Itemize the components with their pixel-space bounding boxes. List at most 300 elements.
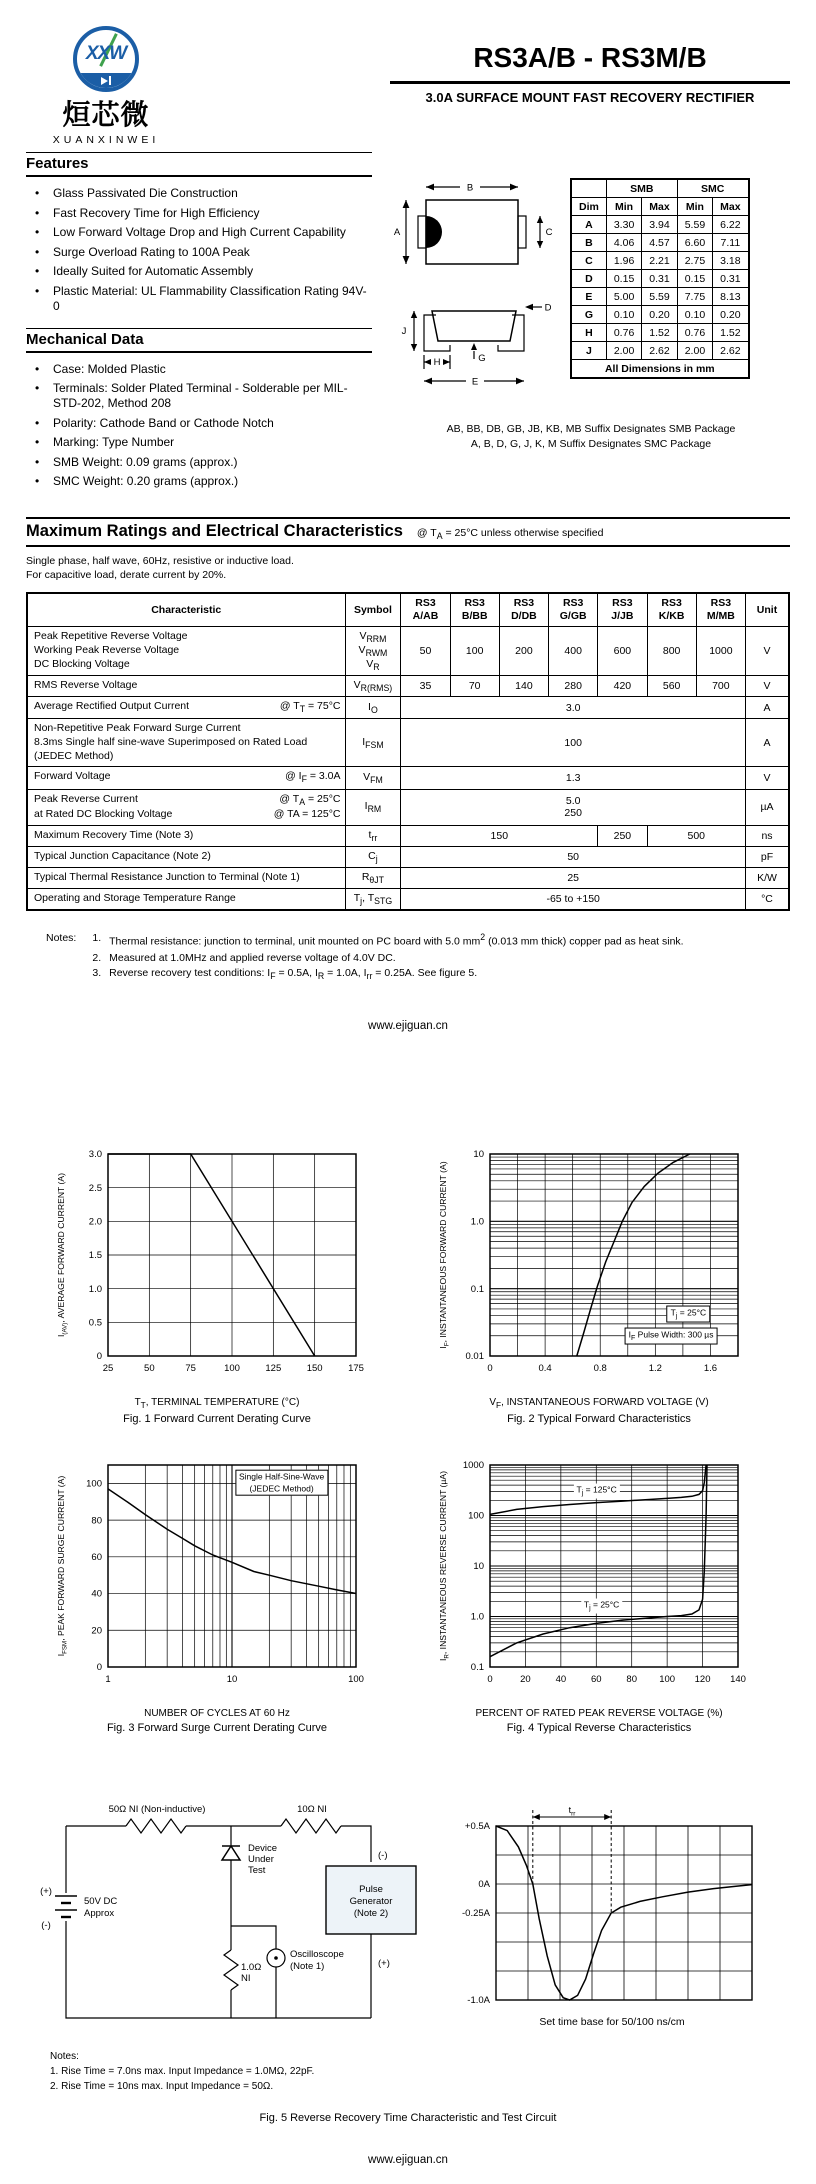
fig3-forward-surge-current-derating-chart <box>52 1455 382 1734</box>
pulse-generator-label-line2: Generator <box>349 1895 393 1907</box>
svg-text:IF, INSTANTANEOUS FORWARD CURR: $I_F$, INSTANTANEOUS FORWARD CURRENT (A) <box>438 1161 451 1349</box>
pulse-generator-label-line1: Pulse <box>359 1883 383 1895</box>
logo-diode-icon <box>77 73 135 88</box>
rating-characteristic: Peak Repetitive Reverse Voltage Working Peak Reverse Voltage DC Blocking Voltage <box>27 626 345 675</box>
svg-text:2.5: 2.5 <box>88 1182 102 1194</box>
dim-value: 0.10 <box>677 306 712 324</box>
dim-value: 4.06 <box>606 234 641 252</box>
ratings-col-characteristic: Characteristic <box>27 593 345 626</box>
svg-text:75: 75 <box>185 1362 196 1374</box>
fig2-typical-forward-characteristics-chart <box>434 1144 764 1425</box>
dim-value: 0.31 <box>642 270 677 288</box>
dim-value: 8.13 <box>713 288 749 306</box>
mechanical-item: • SMB Weight: 0.09 grams (approx.) <box>26 455 372 470</box>
fig4-xlabel: PERCENT OF RATED PEAK REVERSE VOLTAGE (%) <box>475 1707 723 1719</box>
dim-group-header: SMC <box>677 179 748 198</box>
fig3-xlabel: NUMBER OF CYCLES AT 60 Hz <box>144 1707 290 1719</box>
header <box>26 26 790 146</box>
left-column <box>26 152 372 503</box>
package-top-view-drawing <box>392 178 556 290</box>
svg-text:3.0: 3.0 <box>88 1148 102 1160</box>
svg-text:1.2: 1.2 <box>648 1362 662 1374</box>
table-row <box>571 234 749 252</box>
dim-value: 3.94 <box>642 216 677 234</box>
svg-text:80: 80 <box>91 1514 102 1526</box>
table-row <box>571 270 749 288</box>
rating-symbol: $I_{FSM}$ <box>345 719 401 767</box>
rating-characteristic: Non-Repetitive Peak Forward Surge Current 8.3ms Single half sine-wave Superimposed on Rated Load (JEDEC Method) <box>27 719 345 767</box>
notes-label: Notes: <box>46 932 77 945</box>
dim-value: 3.30 <box>606 216 641 234</box>
svg-text:0.1: 0.1 <box>470 1283 484 1295</box>
fig2-annotation: $T_j = 25^\circ C$ <box>667 1306 710 1323</box>
battery-voltage-label: 50V DC <box>84 1895 118 1907</box>
dim-label-J: J <box>401 326 407 337</box>
fig2-plot-area <box>434 1144 764 1394</box>
dim-row-letter: D <box>571 270 606 288</box>
ratings-col-part: RS3 A/AB <box>401 593 450 626</box>
svg-text:0: 0 <box>487 1362 493 1374</box>
mechanical-list <box>26 362 372 490</box>
dim-value: 4.57 <box>642 234 677 252</box>
svg-text:0.8: 0.8 <box>593 1362 607 1374</box>
waveform-plot-area <box>434 1800 790 2014</box>
svg-text:25: 25 <box>102 1362 114 1374</box>
fig4-typical-reverse-characteristics-chart <box>434 1455 764 1734</box>
ratings-col-part: RS3 M/MB <box>696 593 745 626</box>
logo-circle-icon <box>73 26 139 92</box>
notes-list <box>92 931 683 983</box>
mechanical-item: • Marking: Type Number <box>26 435 372 450</box>
rating-value: 1.3 <box>401 767 746 789</box>
dim-label-B: B <box>466 182 474 194</box>
battery-plus-label: (+) <box>40 1885 52 1897</box>
fig5-note-1: 1. Rise Time = 7.0ns max. Input Impedance = 1.0MΩ, 22pF. <box>50 2065 315 2077</box>
top-columns <box>26 152 790 503</box>
svg-text:60: 60 <box>590 1673 602 1685</box>
svg-text:1.5: 1.5 <box>88 1249 102 1261</box>
fig1-caption: Fig. 1 Forward Current Derating Curve <box>123 1412 311 1425</box>
rating-symbol: $I_{RM}$ <box>345 789 401 825</box>
ratings-header-row <box>27 593 789 626</box>
dim-row-letter: J <box>571 342 606 360</box>
rating-unit: V <box>745 675 789 696</box>
svg-text:1.0: 1.0 <box>470 1216 484 1228</box>
mechanical-heading: Mechanical Data <box>26 328 372 353</box>
title-rule <box>390 81 790 84</box>
table-row <box>27 789 789 825</box>
table-row <box>27 825 789 846</box>
rating-symbol: $V_{RRM}$ $V_{RWM}$ $V_R$ <box>345 626 401 675</box>
rating-unit: µA <box>745 789 789 825</box>
svg-text:1.0: 1.0 <box>88 1283 102 1295</box>
fig1-forward-current-derating-chart <box>52 1144 382 1425</box>
waveform-svg <box>434 1800 766 2014</box>
suffix-note-smc: A, B, D, G, J, K, M Suffix Designates SMC Package <box>470 437 712 450</box>
table-row <box>571 216 749 234</box>
dim-value: 2.62 <box>713 342 749 360</box>
fig2-annotation: $I_F$ Pulse Width: 300 µs <box>625 1328 718 1345</box>
suffix-notes <box>392 422 790 451</box>
svg-text:IR, INSTANTANEOUS REVERSE CURR: $I_R$, INSTANTANEOUS REVERSE CURRENT (µA) <box>438 1470 451 1661</box>
fig2-xlabel: $V_F$, INSTANTANEOUS FORWARD VOLTAGE (V) <box>489 1396 709 1410</box>
suffix-note-smb: AB, BB, DB, GB, JB, KB, MB Suffix Designates SMB Package <box>446 423 736 435</box>
note-item: 3. Reverse recovery test conditions: $I_F = 0.5A$, $I_R = 1.0A$, $I_{rr} = 0.25A$. See figure 5. <box>92 967 478 982</box>
rating-value: 100 <box>450 626 499 675</box>
svg-text:10: 10 <box>226 1673 238 1685</box>
rating-value: 560 <box>647 675 696 696</box>
table-row <box>27 719 789 767</box>
dim-col-header: Max <box>642 198 677 216</box>
rating-value: 250 <box>598 825 647 846</box>
title-block <box>390 42 790 105</box>
svg-text:10: 10 <box>473 1148 484 1160</box>
battery-minus-label: (-) <box>41 1919 51 1931</box>
dim-value: 0.76 <box>677 324 712 342</box>
rating-symbol: $R_{\theta JT}$ <box>345 868 401 889</box>
dim-row-letter: B <box>571 234 606 252</box>
fig2-series-0 <box>577 1154 690 1356</box>
dim-value: 2.00 <box>677 342 712 360</box>
dim-value: 2.62 <box>642 342 677 360</box>
ratings-col-part: RS3 B/BB <box>450 593 499 626</box>
dim-label-C: C <box>545 227 553 238</box>
svg-text:20: 20 <box>520 1673 531 1685</box>
svg-text:60: 60 <box>91 1551 102 1563</box>
svg-text:100: 100 <box>224 1362 240 1374</box>
svg-text:1.6: 1.6 <box>703 1362 718 1374</box>
dim-value: 1.52 <box>642 324 677 342</box>
table-row <box>27 889 789 911</box>
dim-label-A: A <box>393 227 401 238</box>
dim-group-header: SMB <box>606 179 677 198</box>
svg-text:100: 100 <box>348 1673 364 1685</box>
dim-value: 5.59 <box>677 216 712 234</box>
logo-chinese-name: 烜芯微 <box>62 99 150 130</box>
ratings-col-unit: Unit <box>745 593 789 626</box>
subtitle: 3.0A SURFACE MOUNT FAST RECOVERY RECTIFIER <box>425 90 755 105</box>
fig5-waveform-panel <box>434 1800 790 2028</box>
r3-label-line1: 1.0Ω <box>241 1961 262 1973</box>
svg-text:10: 10 <box>473 1560 484 1572</box>
ratings-subtext-line1: Single phase, half wave, 60Hz, resistive or inductive load. <box>26 555 294 568</box>
svg-text:0.4: 0.4 <box>538 1362 552 1374</box>
rating-value: 100 <box>401 719 746 767</box>
r3-label-line2: NI <box>241 1972 251 1984</box>
logo-xxw-text: XXW <box>85 43 127 64</box>
svg-text:1.0: 1.0 <box>470 1611 484 1623</box>
rating-symbol: $t_{rr}$ <box>345 825 401 846</box>
rating-symbol: $C_j$ <box>345 847 401 868</box>
cathode-band <box>426 216 442 248</box>
feature-item: • Plastic Material: UL Flammability Classification Rating 94V-0 <box>26 284 372 314</box>
ratings-col-part: RS3 D/DB <box>499 593 548 626</box>
rating-value: 1000 <box>696 626 745 675</box>
svg-text:0: 0 <box>96 1661 102 1673</box>
dim-value: 0.10 <box>606 306 641 324</box>
website-link-mid[interactable]: www.ejiguan.cn <box>368 1019 448 1032</box>
features-heading: Features <box>26 152 372 177</box>
rating-value: 5.0 250 <box>401 789 746 825</box>
fig3-annotation: Single Half-Sine-Wave (JEDEC Method) <box>235 1469 328 1496</box>
feature-item: • Fast Recovery Time for High Efficiency <box>26 206 372 221</box>
waveform-ytick: 0A <box>478 1878 490 1890</box>
fig1-plot-area <box>52 1144 382 1394</box>
rating-symbol: $I_O$ <box>345 697 401 719</box>
dim-col-header: Dim <box>571 198 606 216</box>
fig5-block <box>26 1800 790 2124</box>
svg-text:40: 40 <box>555 1673 567 1685</box>
rating-value: 200 <box>499 626 548 675</box>
rating-value: 3.0 <box>401 697 746 719</box>
rating-value: 400 <box>549 626 598 675</box>
charts-section <box>26 1144 790 2124</box>
package-side-view-drawing <box>392 295 556 403</box>
dim-value: 7.75 <box>677 288 712 306</box>
svg-text:80: 80 <box>626 1673 638 1685</box>
package-row <box>392 178 790 408</box>
dim-value: 6.22 <box>713 216 749 234</box>
ratings-heading: Maximum Ratings and Electrical Characteristics <box>26 522 403 540</box>
dim-value: 0.20 <box>642 306 677 324</box>
rating-value: 700 <box>696 675 745 696</box>
rating-characteristic: Operating and Storage Temperature Range <box>27 889 345 911</box>
dim-row-letter: H <box>571 324 606 342</box>
fig5-test-circuit <box>26 1800 428 2094</box>
dim-value: 5.00 <box>606 288 641 306</box>
svg-text:IFSM, PEAK FORWARD SURGE CURRE: $I_{FSM}$, PEAK FORWARD SURGE CURRENT (A) <box>56 1475 69 1656</box>
fig5-notes <box>50 2049 428 2094</box>
rating-unit: A <box>745 697 789 719</box>
rating-value: -65 to +150 <box>401 889 746 911</box>
logo-english-name: XUANXINWEI <box>52 134 160 146</box>
ratings-col-symbol: Symbol <box>345 593 401 626</box>
svg-text:20: 20 <box>91 1625 102 1637</box>
dim-col-header: Min <box>606 198 641 216</box>
dim-value: 2.75 <box>677 252 712 270</box>
rating-characteristic: Maximum Recovery Time (Note 3) <box>27 825 345 846</box>
dim-label-D: D <box>544 302 552 314</box>
feature-item: • Glass Passivated Die Construction <box>26 186 372 201</box>
ratings-heading-bar <box>26 517 790 547</box>
dim-value: 0.15 <box>677 270 712 288</box>
fig2-svg <box>434 1144 752 1394</box>
dut-label-line1: Device <box>248 1842 278 1854</box>
pulse-generator-label-line3: (Note 2) <box>353 1907 389 1919</box>
ratings-col-part: RS3 K/KB <box>647 593 696 626</box>
dim-label-E: E <box>471 376 479 388</box>
dim-label-G: G <box>478 353 486 364</box>
table-row <box>27 675 789 696</box>
dim-label-H: H <box>433 357 441 368</box>
rating-value: 420 <box>598 675 647 696</box>
fig5-row <box>26 1800 790 2094</box>
svg-text:0.5: 0.5 <box>88 1317 102 1329</box>
svg-text:140: 140 <box>730 1673 746 1685</box>
dim-table-footer: All Dimensions in mm <box>571 360 749 379</box>
rating-value: 140 <box>499 675 548 696</box>
dim-row-letter: E <box>571 288 606 306</box>
rating-characteristic: Average Rectified Output Current @ $T_T = 75^\circ C$ <box>27 697 345 719</box>
waveform-ytick: +0.5A <box>464 1820 490 1832</box>
waveform-ytick: -0.25A <box>462 1907 490 1919</box>
ratings-subtext-line2: For capacitive load, derate current by 20%. <box>26 569 227 582</box>
table-row <box>27 626 789 675</box>
mechanical-item: • Polarity: Cathode Band or Cathode Notch <box>26 416 372 431</box>
fig5-notes-label: Notes: <box>50 2050 79 2062</box>
package-diagrams <box>392 178 560 408</box>
dut-label-line2: Under <box>248 1853 274 1865</box>
table-row <box>27 767 789 789</box>
timebase-label: Set time base for 50/100 ns/cm <box>539 2015 685 2028</box>
dim-value: 3.18 <box>713 252 749 270</box>
svg-text:100: 100 <box>86 1478 102 1490</box>
feature-item: • Low Forward Voltage Drop and High Current Capability <box>26 225 372 240</box>
fig2-caption: Fig. 2 Typical Forward Characteristics <box>507 1412 691 1425</box>
rating-value: 600 <box>598 626 647 675</box>
fig4-plot-area <box>434 1455 764 1705</box>
svg-text:0: 0 <box>96 1350 102 1362</box>
note-item: 2. Measured at 1.0MHz and applied reverse voltage of 4.0V DC. <box>92 951 396 964</box>
rating-value: 70 <box>450 675 499 696</box>
svg-text:125: 125 <box>265 1362 282 1374</box>
svg-text:120: 120 <box>694 1673 711 1685</box>
pg-plus-label: (+) <box>378 1957 390 1969</box>
dim-value: 6.60 <box>677 234 712 252</box>
ratings-table <box>26 592 790 911</box>
dim-row-letter: A <box>571 216 606 234</box>
table-row <box>571 342 749 360</box>
table-row <box>27 868 789 889</box>
table-row <box>571 324 749 342</box>
features-list <box>26 186 372 314</box>
svg-text:2.0: 2.0 <box>88 1216 102 1228</box>
dut-label-line3: Test <box>248 1864 266 1876</box>
fig1-xlabel: $T_T$, TERMINAL TEMPERATURE (°C) <box>134 1396 300 1410</box>
notes-block <box>26 931 790 983</box>
rating-unit: A <box>745 719 789 767</box>
test-circuit-diagram <box>26 1800 422 2040</box>
oscilloscope-note-label: (Note 1) <box>290 1960 325 1972</box>
rating-value: 35 <box>401 675 450 696</box>
rating-value: 25 <box>401 868 746 889</box>
trr-label: $t_{rr}$ <box>568 1804 576 1817</box>
svg-text:150: 150 <box>306 1362 323 1374</box>
dim-value: 1.52 <box>713 324 749 342</box>
dim-value: 0.20 <box>713 306 749 324</box>
fig5-note-2: 2. Rise Time = 10ns max. Input Impedance = 50Ω. <box>50 2080 274 2092</box>
rating-value: 150 <box>401 825 598 846</box>
ratings-col-part: RS3 J/JB <box>598 593 647 626</box>
dim-value: 2.21 <box>642 252 677 270</box>
svg-text:I(AV), AVERAGE FORWARD CURRENT: $I_{(AV)}$, AVERAGE FORWARD CURRENT (A) <box>56 1172 69 1337</box>
dimensions-table <box>570 178 750 379</box>
fig4-annotation: $T_j = 125^\circ C$ <box>574 1483 620 1498</box>
dim-col-header: Max <box>713 198 749 216</box>
fig4-annotation: $T_j = 25^\circ C$ <box>581 1598 622 1613</box>
fig3-plot-area <box>52 1455 382 1705</box>
ratings-subtext <box>26 554 790 582</box>
part-number-title: RS3A/B - RS3M/B <box>473 42 707 73</box>
svg-text:0.1: 0.1 <box>470 1661 484 1673</box>
website-link-bottom[interactable]: www.ejiguan.cn <box>368 2153 448 2166</box>
battery-approx-label: Approx <box>84 1907 115 1919</box>
rating-unit: K/W <box>745 868 789 889</box>
right-column <box>392 152 790 503</box>
waveform-ytick: -1.0A <box>467 1994 490 2006</box>
dim-corner-cell <box>571 179 606 198</box>
table-row <box>27 697 789 719</box>
fig1-svg <box>52 1144 370 1394</box>
dim-value: 1.96 <box>606 252 641 270</box>
mechanical-item: • Case: Molded Plastic <box>26 362 372 377</box>
feature-item: • Surge Overload Rating to 100A Peak <box>26 245 372 260</box>
chart-grid <box>26 1144 790 1734</box>
svg-text:0.01: 0.01 <box>465 1350 484 1362</box>
rating-unit: ns <box>745 825 789 846</box>
feature-item: • Ideally Suited for Automatic Assembly <box>26 264 372 279</box>
ratings-condition: @ $T_A = 25^\circ C$ unless otherwise specified <box>416 527 604 542</box>
svg-text:50: 50 <box>144 1362 155 1374</box>
rating-unit: °C <box>745 889 789 911</box>
rating-unit: pF <box>745 847 789 868</box>
svg-text:100: 100 <box>659 1673 676 1685</box>
dim-row-letter: G <box>571 306 606 324</box>
rating-value: 500 <box>647 825 745 846</box>
dim-value: 0.15 <box>606 270 641 288</box>
rating-value: 800 <box>647 626 696 675</box>
rating-unit: V <box>745 767 789 789</box>
dim-value: 2.00 <box>606 342 641 360</box>
fig3-caption: Fig. 3 Forward Surge Current Derating Curve <box>106 1721 328 1734</box>
rating-characteristic: Typical Thermal Resistance Junction to Terminal (Note 1) <box>27 868 345 889</box>
mechanical-item: • Terminals: Solder Plated Terminal - Solderable per MIL-STD-202, Method 208 <box>26 381 372 411</box>
note-item: 1. Thermal resistance: junction to terminal, unit mounted on PC board with 5.0 $mm^2$ (0.013 mm thick) copper pad as heat sink. <box>92 932 684 948</box>
dim-value: 7.11 <box>713 234 749 252</box>
rating-unit: V <box>745 626 789 675</box>
rating-symbol: $V_{FM}$ <box>345 767 401 789</box>
pg-minus-label: (-) <box>378 1849 388 1861</box>
oscilloscope-label: Oscilloscope <box>290 1948 344 1960</box>
rating-characteristic: RMS Reverse Voltage <box>27 675 345 696</box>
fig5-caption: Fig. 5 Reverse Recovery Time Characteristic and Test Circuit <box>259 2111 557 2124</box>
svg-text:1000: 1000 <box>462 1459 484 1471</box>
dim-value: 5.59 <box>642 288 677 306</box>
svg-text:0: 0 <box>487 1673 493 1685</box>
dim-value: 0.31 <box>713 270 749 288</box>
dim-row-letter: C <box>571 252 606 270</box>
rating-symbol: $V_{R(RMS)}$ <box>345 675 401 696</box>
table-row <box>571 306 749 324</box>
rating-value: 50 <box>401 847 746 868</box>
dim-value: 0.76 <box>606 324 641 342</box>
rating-symbol: $T_j$, $T_{STG}$ <box>345 889 401 911</box>
mechanical-item: • SMC Weight: 0.20 grams (approx.) <box>26 474 372 489</box>
table-row <box>571 252 749 270</box>
rating-characteristic: Forward Voltage @ $I_F = 3.0A$ <box>27 767 345 789</box>
r1-label: 50Ω NI (Non-inductive) <box>108 1803 206 1815</box>
fig5-waveform-chart <box>434 1800 790 2014</box>
rating-characteristic: Typical Junction Capacitance (Note 2) <box>27 847 345 868</box>
table-row <box>27 847 789 868</box>
svg-text:40: 40 <box>91 1588 102 1600</box>
svg-text:100: 100 <box>468 1510 484 1522</box>
rating-characteristic: Peak Reverse Current @ $T_A = 25^\circ C$ at Rated DC Blocking Voltage @ TA = 125°C <box>27 789 345 825</box>
table-row <box>571 288 749 306</box>
fig4-caption: Fig. 4 Typical Reverse Characteristics <box>506 1721 692 1734</box>
rating-value: 50 <box>401 626 450 675</box>
company-logo <box>26 26 186 146</box>
